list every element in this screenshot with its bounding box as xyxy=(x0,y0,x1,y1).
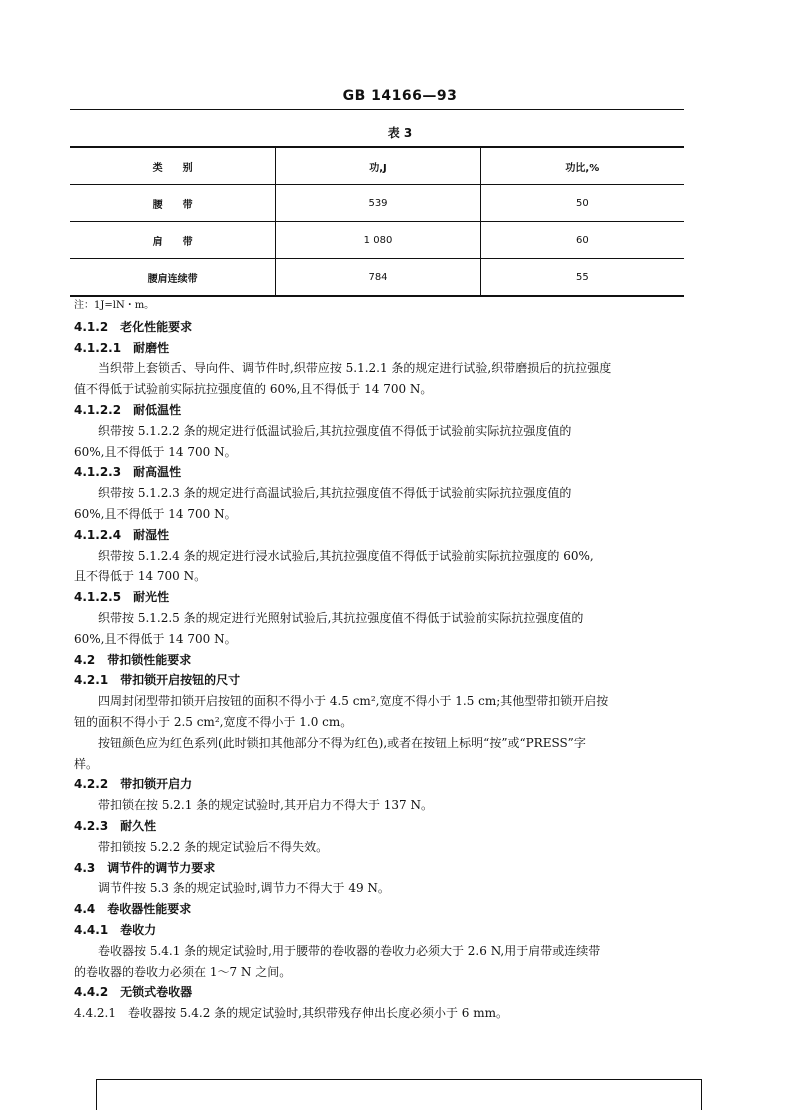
column-header-work: 功,J xyxy=(276,147,480,185)
header-rule xyxy=(70,109,684,110)
footer-box xyxy=(96,1079,702,1110)
table-cell-category: 肩 带 xyxy=(70,222,276,259)
paragraph-line: 60%,且不得低于 14 700 N。 xyxy=(74,631,237,646)
table-title: 表 3 xyxy=(387,126,413,140)
table-cell-work: 784 xyxy=(276,259,480,297)
paragraph-line: 值不得低于试验前实际抗拉强度值的 60%,且不得低于 14 700 N。 xyxy=(74,382,433,397)
paragraph-line: 四周封闭型带扣锁开启按钮的面积不得小于 4.5 cm²,宽度不得小于 1.5 cm;其他型带扣锁开启按 xyxy=(98,694,609,709)
section-heading: 4.2.3 耐久性 xyxy=(74,818,157,833)
paragraph-line: 带扣锁在按 5.2.1 条的规定试验时,其开启力不得大于 137 N。 xyxy=(98,798,434,813)
paragraph-line: 的卷收器的卷收力必须在 1～7 N 之间。 xyxy=(74,964,292,979)
table-cell-ratio: 55 xyxy=(480,259,684,297)
paragraph-line: 织带按 5.1.2.3 条的规定进行高温试验后,其抗拉强度值不得低于试验前实际抗拉强度值的 xyxy=(98,486,572,501)
table-note: 注：1J=lN・m。 xyxy=(74,300,155,311)
table-header-row xyxy=(70,147,684,185)
paragraph-line: 60%,且不得低于 14 700 N。 xyxy=(74,444,237,459)
paragraph-line: 调节件按 5.3 条的规定试验时,调节力不得大于 49 N。 xyxy=(98,881,390,896)
paragraph-line: 4.4.2.1 卷收器按 5.4.2 条的规定试验时,其织带残存伸出长度必须小于 6 mm。 xyxy=(74,1006,508,1021)
column-header-category: 类 别 xyxy=(70,147,276,185)
section-heading: 4.4.2 无锁式卷收器 xyxy=(74,985,193,1000)
paragraph-line: 卷收器按 5.4.1 条的规定试验时,用于腰带的卷收器的卷收力必须大于 2.6 N,用于肩带或连续带 xyxy=(98,943,601,958)
table-cell-category: 腰肩连续带 xyxy=(70,259,276,297)
section-heading: 4.2 带扣锁性能要求 xyxy=(74,652,192,667)
paragraph-line: 钮的面积不得小于 2.5 cm²,宽度不得小于 1.0 cm。 xyxy=(74,714,353,729)
paragraph-line: 样。 xyxy=(74,756,99,771)
table-cell-ratio: 50 xyxy=(480,185,684,222)
table-cell-ratio: 60 xyxy=(480,222,684,259)
section-heading: 4.2.1 带扣锁开启按钮的尺寸 xyxy=(74,673,241,688)
section-heading: 4.1.2.5 耐光性 xyxy=(74,590,170,605)
section-heading: 4.4 卷收器性能要求 xyxy=(74,902,192,917)
document-body xyxy=(74,296,692,1024)
paragraph-line: 且不得低于 14 700 N。 xyxy=(74,569,207,584)
table-cell-work: 539 xyxy=(276,185,480,222)
table-cell-category: 腰 带 xyxy=(70,185,276,222)
table-row xyxy=(70,222,684,259)
paragraph-line: 织带按 5.1.2.4 条的规定进行浸水试验后,其抗拉强度值不得低于试验前实际抗拉强度的 60%, xyxy=(98,548,594,563)
work-ratio-table xyxy=(70,146,684,297)
paragraph-line: 织带按 5.1.2.2 条的规定进行低温试验后,其抗拉强度值不得低于试验前实际抗拉强度值的 xyxy=(98,423,572,438)
standard-code-header: GB 14166—93 xyxy=(342,88,458,104)
section-heading: 4.1.2.3 耐高温性 xyxy=(74,465,182,480)
table-cell-work: 1 080 xyxy=(276,222,480,259)
section-heading: 4.1.2 老化性能要求 xyxy=(74,319,193,334)
paragraph-line: 带扣锁按 5.2.2 条的规定试验后不得失效。 xyxy=(98,839,329,854)
paragraph-line: 织带按 5.1.2.5 条的规定进行光照射试验后,其抗拉强度值不得低于试验前实际抗拉强度值的 xyxy=(98,610,584,625)
table-row xyxy=(70,259,684,297)
paragraph-line: 按钮颜色应为红色系列(此时锁扣其他部分不得为红色),或者在按钮上标明“按”或“PRESS”字 xyxy=(98,735,586,750)
section-heading: 4.1.2.4 耐湿性 xyxy=(74,527,170,542)
section-heading: 4.1.2.1 耐磨性 xyxy=(74,340,170,355)
section-heading: 4.3 调节件的调节力要求 xyxy=(74,860,216,875)
column-header-work-ratio: 功比,% xyxy=(480,147,684,185)
section-heading: 4.2.2 带扣锁开启力 xyxy=(74,777,193,792)
table-row xyxy=(70,185,684,222)
paragraph-line: 60%,且不得低于 14 700 N。 xyxy=(74,506,237,521)
section-heading: 4.4.1 卷收力 xyxy=(74,922,157,937)
section-heading: 4.1.2.2 耐低温性 xyxy=(74,402,182,417)
paragraph-line: 当织带上套锁舌、导向件、调节件时,织带应按 5.1.2.1 条的规定进行试验,织带磨损后的抗拉强度 xyxy=(98,361,612,376)
